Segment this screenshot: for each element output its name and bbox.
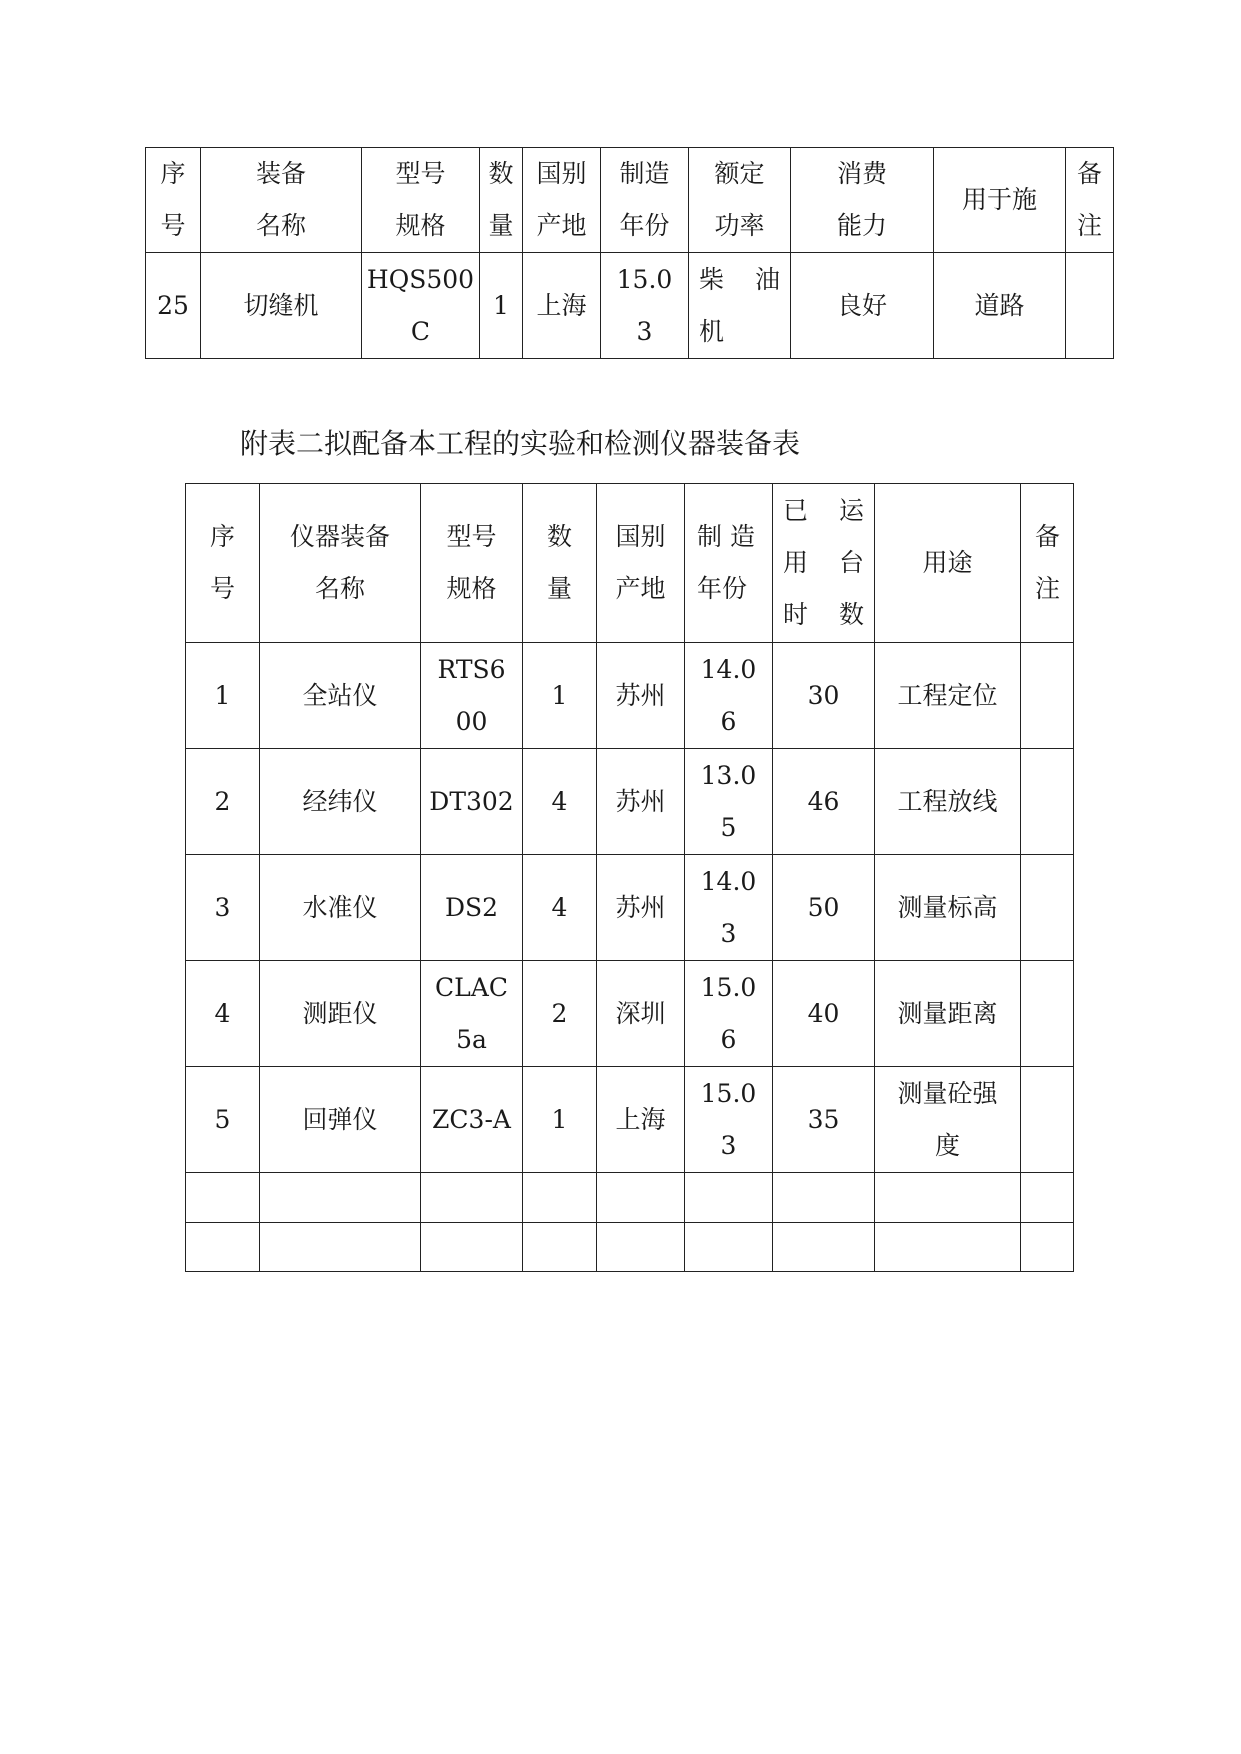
table-cell: 道路: [934, 253, 1066, 359]
table-cell: 工程定位: [875, 643, 1021, 749]
table-cell: 2: [523, 961, 597, 1067]
table-cell: [186, 1223, 260, 1272]
table-cell: DS2: [421, 855, 523, 961]
table-row: [186, 855, 1074, 961]
table-cell: [1021, 1067, 1074, 1173]
table-cell: 1: [523, 643, 597, 749]
table-cell: 经纬仪: [260, 749, 421, 855]
table-cell: 测量标高: [875, 855, 1021, 961]
header-cell: 已 运用 台时数: [773, 484, 875, 643]
table-cell: [1021, 1223, 1074, 1272]
table-cell: [685, 1173, 773, 1223]
table-cell: [1021, 961, 1074, 1067]
table-cell: [260, 1223, 421, 1272]
table-cell: 苏州: [597, 749, 685, 855]
table-row: [186, 961, 1074, 1067]
table-cell: [523, 1223, 597, 1272]
table-cell: 1: [523, 1067, 597, 1173]
table-cell: 5: [186, 1067, 260, 1173]
header-cell: 装备名称: [201, 148, 362, 253]
table-cell: 深圳: [597, 961, 685, 1067]
table-cell: [260, 1173, 421, 1223]
header-cell: 消费能力: [791, 148, 934, 253]
table-cell: 14.06: [685, 643, 773, 749]
header-cell: 序号: [186, 484, 260, 643]
table-row: [186, 643, 1074, 749]
table-cell: 15.06: [685, 961, 773, 1067]
table-cell: [421, 1173, 523, 1223]
table-cell: 4: [523, 855, 597, 961]
table-cell: [186, 1173, 260, 1223]
table-cell: [1021, 855, 1074, 961]
table-cell: 苏州: [597, 855, 685, 961]
table-cell: 工程放线: [875, 749, 1021, 855]
header-cell: 国别产地: [597, 484, 685, 643]
header-cell: 用于施: [934, 148, 1066, 253]
table-cell: 1: [480, 253, 523, 359]
header-cell: 额定功率: [689, 148, 791, 253]
table-cell: 测量砼强度: [875, 1067, 1021, 1173]
table-cell: 50: [773, 855, 875, 961]
table-cell: 46: [773, 749, 875, 855]
table-cell: 30: [773, 643, 875, 749]
table-cell: [1021, 1173, 1074, 1223]
table-cell: 2: [186, 749, 260, 855]
header-cell: 备注: [1066, 148, 1114, 253]
table-cell: [685, 1223, 773, 1272]
table-cell: RTS600: [421, 643, 523, 749]
instrument-equipment-table: [185, 483, 1074, 1272]
table-cell: [773, 1223, 875, 1272]
table-cell: 测量距离: [875, 961, 1021, 1067]
table-cell: [1066, 253, 1114, 359]
table-cell: 13.05: [685, 749, 773, 855]
header-cell: 备注: [1021, 484, 1074, 643]
header-cell: 数量: [480, 148, 523, 253]
table-cell: 苏州: [597, 643, 685, 749]
table-cell: 上海: [597, 1067, 685, 1173]
table-cell: [875, 1223, 1021, 1272]
table-cell: CLAC5a: [421, 961, 523, 1067]
header-cell: 制 造年份: [685, 484, 773, 643]
table-row: [186, 1067, 1074, 1173]
table-cell: 全站仪: [260, 643, 421, 749]
header-cell: 数量: [523, 484, 597, 643]
table-cell: [1021, 749, 1074, 855]
table-cell: 良好: [791, 253, 934, 359]
table-cell: [421, 1223, 523, 1272]
header-cell: 型号规格: [362, 148, 480, 253]
table-cell: [875, 1173, 1021, 1223]
table-cell: 25: [146, 253, 201, 359]
table-cell: HQS500C: [362, 253, 480, 359]
table-cell: DT302: [421, 749, 523, 855]
table-cell: 35: [773, 1067, 875, 1173]
table-row-empty: [186, 1173, 1074, 1223]
table-cell: 柴 油机: [689, 253, 791, 359]
table-cell: 3: [186, 855, 260, 961]
equipment-table-continued: [145, 147, 1114, 359]
table-cell: 15.03: [685, 1067, 773, 1173]
header-cell: 制造年份: [601, 148, 689, 253]
table-header-row: [186, 484, 1074, 643]
header-cell: 国别产地: [523, 148, 601, 253]
table-row: [146, 253, 1114, 359]
table-cell: [523, 1173, 597, 1223]
table-header-row: [146, 148, 1114, 253]
table-cell: 切缝机: [201, 253, 362, 359]
table-cell: 15.03: [601, 253, 689, 359]
table-cell: [773, 1173, 875, 1223]
table-cell: 1: [186, 643, 260, 749]
table-cell: [1021, 643, 1074, 749]
table-cell: ZC3-A: [421, 1067, 523, 1173]
table-row-empty: [186, 1223, 1074, 1272]
table-cell: 回弹仪: [260, 1067, 421, 1173]
table-cell: [597, 1173, 685, 1223]
table-cell: 14.03: [685, 855, 773, 961]
table-caption: 附表二拟配备本工程的实验和检测仪器装备表: [240, 427, 801, 460]
table-cell: 40: [773, 961, 875, 1067]
header-cell: 仪器装备名称: [260, 484, 421, 643]
table-cell: 上海: [523, 253, 601, 359]
table-cell: 水准仪: [260, 855, 421, 961]
header-cell: 型号规格: [421, 484, 523, 643]
table-cell: 测距仪: [260, 961, 421, 1067]
header-cell: 用途: [875, 484, 1021, 643]
table-cell: 4: [186, 961, 260, 1067]
header-cell: 序号: [146, 148, 201, 253]
table-cell: [597, 1223, 685, 1272]
table-cell: 4: [523, 749, 597, 855]
table-row: [186, 749, 1074, 855]
